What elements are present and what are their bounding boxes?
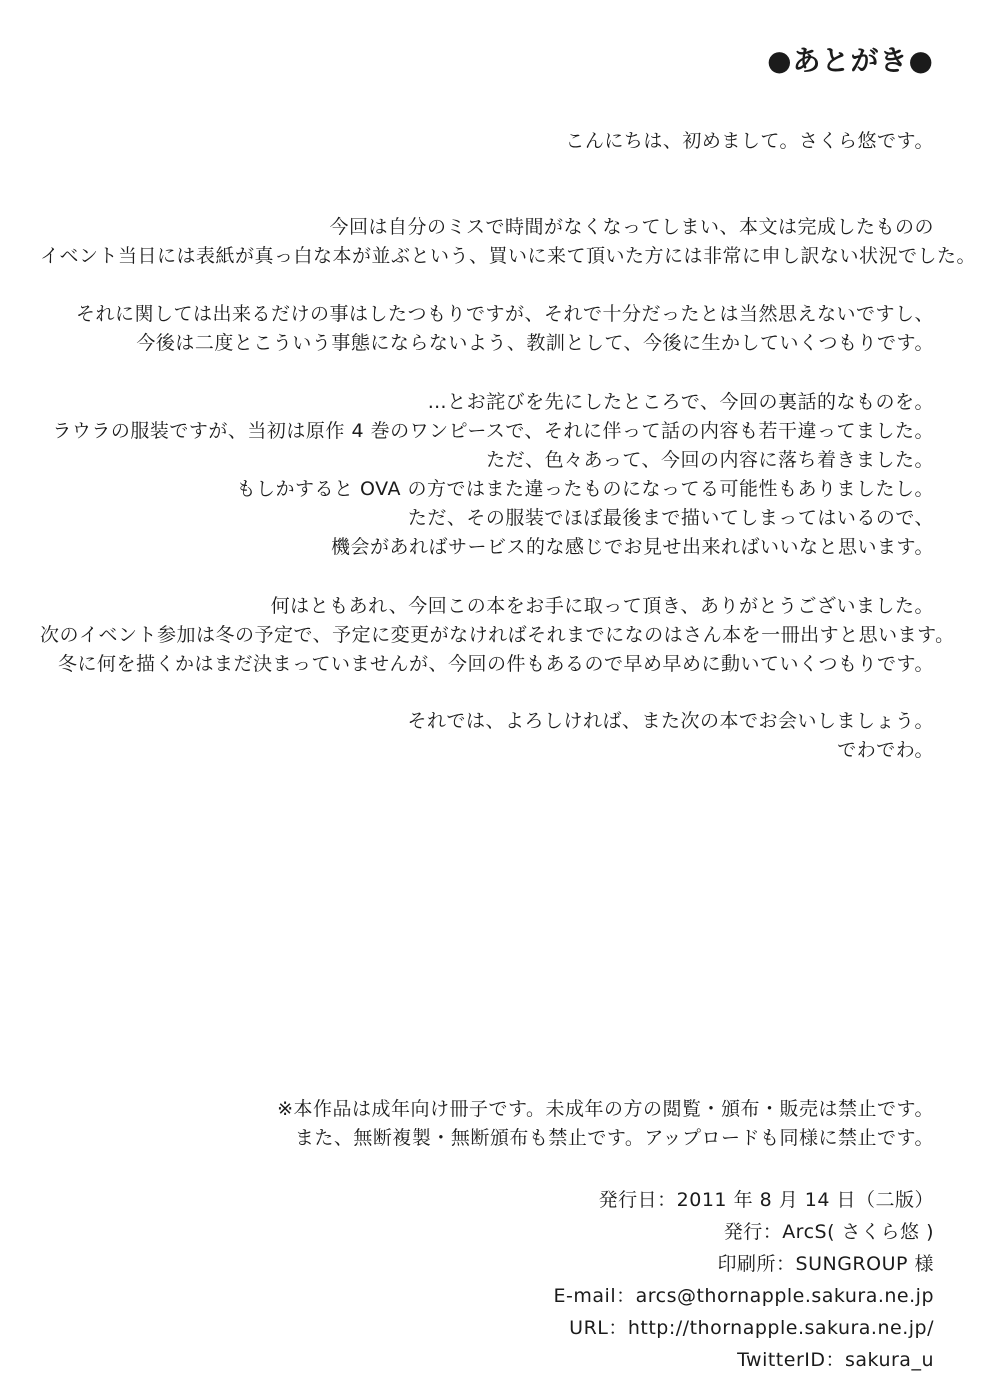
colophon-printer: 印刷所：SUNGROUP 様 [717,1253,934,1275]
disclaimer-line: また、無断複製・無断頒布も禁止です。アップロードも同様に禁止です。 [294,1127,934,1149]
afterword-paragraph-lesson [40,300,934,358]
text-line: 冬に何を描くかはまだ決まっていませんが、今回の件もあるので早め早めに動いていくつもりです。 [58,653,934,675]
colophon-url: URL：http://thornapple.sakura.ne.jp/ [569,1317,934,1339]
disclaimer-line: ※本作品は成年向け冊子です。未成年の方の閲覧・頒布・販売は禁止です。 [277,1098,934,1120]
text-line: もしかすると OVA の方ではまた違ったものになってる可能性もありましたし。 [236,478,934,500]
text-line: 何はともあれ、今回この本をお手に取って頂き、ありがとうございました。 [270,595,934,617]
text-line: でわでわ。 [837,739,934,761]
colophon-email: E-mail：arcs@thornapple.sakura.ne.jp [553,1285,934,1307]
adult-content-disclaimer [40,1095,934,1153]
colophon-publisher: 発行：ArcS( さくら悠 ) [723,1221,934,1243]
text-line: ただ、その服装でほぼ最後まで描いてしまってはいるので、 [407,507,934,529]
page-title: ●あとがき● [767,44,934,77]
colophon [40,1184,934,1376]
afterword-paragraph-behind-story [40,388,934,562]
text-line: イベント当日には表紙が真っ白な本が並ぶという、買いに来て頂いた方には非常に申し訳ない状況でした。 [40,245,977,267]
afterword-paragraph-apology [40,213,977,271]
colophon-twitter-id: TwitterID：sakura_u [737,1349,934,1371]
text-line: 機会があればサービス的な感じでお見せ出来ればいいなと思います。 [331,536,934,558]
text-line: ただ、色々あって、今回の内容に落ち着きました。 [486,449,934,471]
afterword-paragraph-farewell [40,707,934,765]
colophon-publish-date: 発行日：2011 年 8 月 14 日（二版） [598,1189,934,1211]
text-line: それに関しては出来るだけの事はしたつもりですが、それで十分だったとは当然思えないですし、 [75,303,934,325]
afterword-paragraph-thanks [40,592,955,679]
text-line: それでは、よろしければ、また次の本でお会いしましょう。 [407,710,934,732]
text-line: 今回は自分のミスで時間がなくなってしまい、本文は完成したものの [329,216,934,238]
text-line: 今後は二度とこういう事態にならないよう、教訓として、今後に生かしていくつもりです。 [136,332,934,354]
text-line: 次のイベント参加は冬の予定で、予定に変更がなければそれまでになのはさん本を一冊出すと思います。 [40,624,955,646]
text-line: …とお詫びを先にしたところで、今回の裏話的なものを。 [427,391,934,413]
greeting-line: こんにちは、初めまして。さくら悠です。 [565,130,934,152]
text-line: ラウラの服装ですが、当初は原作 4 巻のワンピースで、それに伴って話の内容も若干違ってました。 [52,420,934,442]
